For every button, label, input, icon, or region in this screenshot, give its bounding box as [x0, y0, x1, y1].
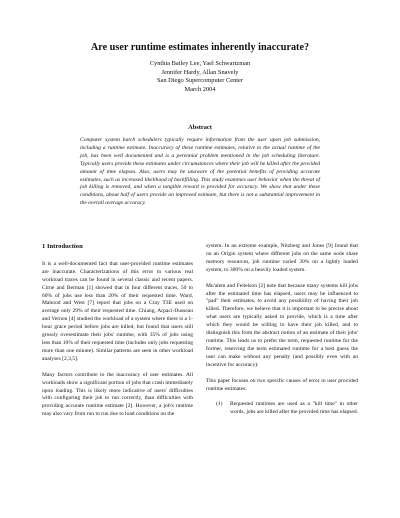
body-paragraph: Mu'alem and Feitelson [2] note that because many systems kill jobs after the estimated time has elapsed, users may be influenced to "pad" their estimates, to avoid any possibility of having their job killed. Therefore, we believe that it is important to be precise about what users are typically asked to provide, which is a time after which they would be willing to have their job killed, and to distinguish this from the abstract notion of an estimate of their jobs' runtime. This leads us to prefer the term, requested runtime for the former, reserving the term estimated runtime for a best guess the user can make without any penalty (and possibly even with an incentive for accuracy): [206, 282, 358, 368]
affiliation-line: San Diego Supercomputer Center [156, 77, 244, 85]
author-line: Cynthia Bailey Lee, Yael Schwartzman [149, 60, 251, 67]
abstract-text: Computer system batch schedulers typically require information from the user upon job submission, including a runtime estimate. Inaccuracy of these runtime estimates, relative to the actual runtime of the job, has been well documented and is a perennial problem mentioned in the job scheduling literature. Typically users provide these estimates under circumstances where their job will be killed after the provided amount of time elapses. Also, users may be unaware of the potential benefits of providing accurate estimates, such as increased likelihood of backfilling. This study examines user behavior when the threat of job killing is removed, and when a tangible reward is provided for accuracy. We show that under these conditions, about half of users provide an improved estimate, but there is not a substantial improvement in the overall average accuracy. [80, 137, 320, 207]
right-column [206, 243, 358, 417]
list-item [216, 401, 358, 417]
left-column [42, 243, 193, 427]
paper-title: Are user runtime estimates inherently inaccurate? [90, 42, 310, 53]
list-text: Requested runtimes are used as a "kill time" in other words, jobs are killed after the provided time has elapsed. [230, 401, 359, 416]
body-paragraph: This paper focuses on two specific causes of error in user provided runtime estimates: [206, 377, 358, 392]
section-heading: 1 Introduction [42, 243, 83, 250]
date-line: March 2004 [184, 85, 216, 93]
author-line: Jennifer Hardy, Allan Snavely [161, 68, 239, 76]
author-block [0, 60, 400, 94]
body-paragraph: It is a well-documented fact that user-provided runtime estimates are inaccurate. Characterizations of this error in various real workload traces can be found in several classic and recent papers. Cirne and Berman [1] showed that in four different traces, 50 to 60% of jobs use less than 20% of their requested time. Ward, Mahood and West [7] report that jobs on a Cray T3E used on average only 29% of their requested time. Chiang, Arpaci-Dusseau and Vernon [4] studied the workload of a system where there is a 1-hour grace period before jobs are killed, but found that users still grossly overestimate their jobs' runtime, with 35% of jobs using less than 10% of their requested time (includes only jobs requesting more than one minute). Similar patterns are seen in other workload analyses [2,3,5]. [42, 260, 193, 362]
list-number: (1) [216, 401, 223, 408]
body-paragraph: system. In an extreme example, Nitzberg and Jones [9] found that on an Origin system where different jobs on the same node share memory resources, job runtime varied 30% on a lightly loaded system, to 300% on a heavily loaded system. [206, 243, 358, 273]
abstract-heading: Abstract [188, 124, 212, 131]
body-paragraph: Many factors contribute to the inaccuracy of user estimates. All workloads show a significant portion of jobs that crash immediately upon loading. This is likely more indicative of users' difficulties with configuring their job to run correctly, than difficulties with providing accurate runtime estimate [2]. However, a job's runtime may also vary from run to run due to load conditions on the [42, 371, 193, 418]
